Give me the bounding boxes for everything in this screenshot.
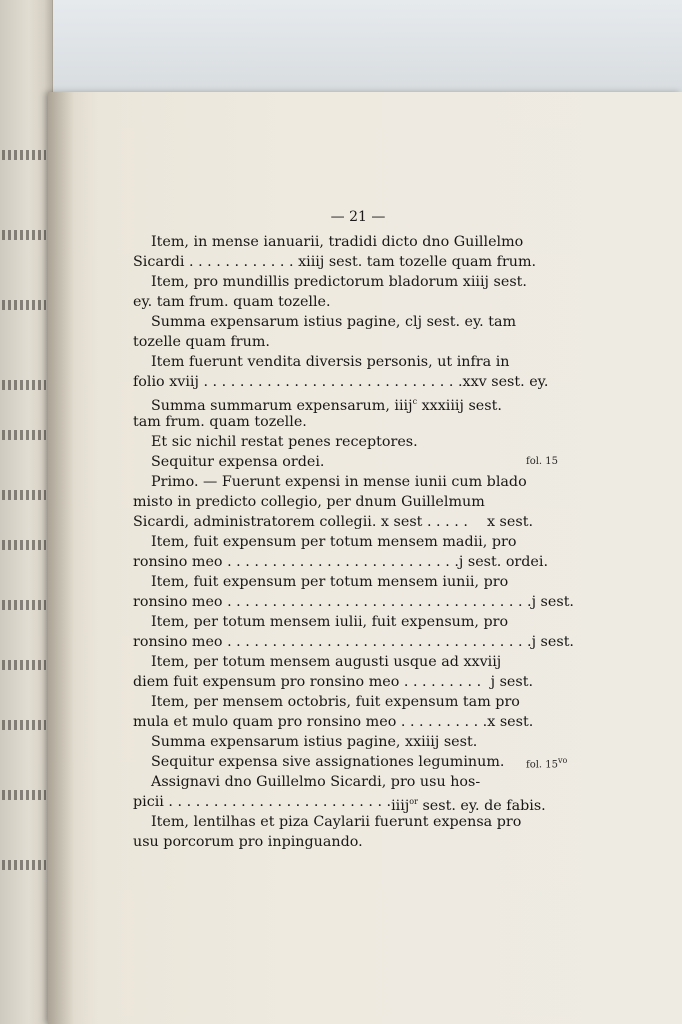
previous-page-text [2, 150, 46, 160]
line-text: diem fuit expensum pro ronsino meo . . . . . . . . . [133, 674, 482, 690]
line-text: Item, in mense ianuarii, tradidi dicto dno Guillelmo [151, 234, 524, 250]
line-amount: j sest. [531, 634, 574, 650]
line-text: Item, per totum mensem iulii, fuit expensum, pro [151, 614, 509, 630]
previous-page-text [2, 490, 46, 500]
previous-page-text [2, 600, 46, 610]
line-text: Summa expensarum istius pagine, clj sest. ey. tam [151, 314, 517, 330]
line-text: tozelle quam frum. [133, 334, 270, 350]
text-line [133, 552, 548, 572]
line-text: Summa expensarum istius pagine, xxiiij sest. [151, 734, 478, 750]
text-line [133, 392, 533, 412]
text-line [133, 272, 533, 292]
line-text: Sequitur expensa sive assignationes leguminum. [151, 754, 505, 770]
text-line [133, 312, 533, 332]
text-line [133, 712, 533, 732]
line-amount: xxv sest. ey. [462, 374, 549, 390]
previous-page-text [2, 860, 46, 870]
previous-page-text [2, 230, 46, 240]
line-text: Item, fuit expensum per totum mensem madii, pro [151, 534, 517, 550]
text-line [133, 452, 533, 472]
line-text: ronsino meo . . . . . . . . . . . . . . . . . . . . . . . . . . . . . . . . . . [133, 594, 532, 610]
line-text: Sicardi, administratorem collegii. x sest . . . . . [133, 514, 468, 530]
line-text: usu porcorum pro inpinguando. [133, 834, 363, 850]
previous-page-text [2, 540, 46, 550]
text-line [133, 412, 533, 432]
line-text: tam frum. quam tozelle. [133, 414, 307, 430]
line-text: ey. tam frum. quam tozelle. [133, 294, 331, 310]
line-text: Summa summarum expensarum, iiij$^c$ xxxiiij sest. [151, 397, 502, 414]
line-text: mula et mulo quam pro ronsino meo . . . . . . . . . . [133, 714, 488, 730]
previous-page-text [2, 430, 46, 440]
line-amount: j sest. ordei. [458, 554, 548, 570]
margin-note: fol. $15^{vo}$ [526, 756, 568, 771]
text-line [133, 232, 533, 252]
text-line [133, 292, 533, 312]
line-amount: j sest. [490, 674, 533, 690]
text-line [133, 372, 549, 392]
line-amount: x sest. [487, 714, 534, 730]
line-text: Item, per totum mensem augusti usque ad xxviij [151, 654, 502, 670]
line-amount: j sest. [531, 594, 574, 610]
previous-page-text [2, 300, 46, 310]
text-line [133, 772, 533, 792]
line-text: Item, per mensem octobris, fuit expensum tam pro [151, 694, 520, 710]
text-line [133, 472, 533, 492]
line-text: Item, fuit expensum per totum mensem iunii, pro [151, 574, 509, 590]
text-line [133, 832, 533, 852]
line-text: Sicardi . . . . . . . . . . . . xiiij sest. tam tozelle quam frum. [133, 254, 537, 270]
previous-page-text [2, 660, 46, 670]
line-text: Assignavi dno Guillelmo Sicardi, pro usu hos- [151, 774, 481, 790]
line-text: ronsino meo . . . . . . . . . . . . . . . . . . . . . . . . . . [133, 554, 459, 570]
text-line [133, 492, 533, 512]
line-amount: x sest. [486, 514, 533, 530]
text-line [133, 632, 574, 652]
line-text: Sequitur expensa ordei. [151, 454, 325, 470]
text-line [133, 592, 574, 612]
page-number: — 21 — [330, 209, 386, 225]
gutter-shadow [48, 92, 74, 1024]
text-line [133, 732, 533, 752]
line-text: Item, pro mundillis predictorum bladorum xiiij sest. [151, 274, 527, 290]
previous-page-text [2, 790, 46, 800]
text-line [133, 252, 537, 272]
text-line [133, 332, 533, 352]
line-text: Item fuerunt vendita diversis personis, ut infra in [151, 354, 510, 370]
margin-note: fol. 15 [526, 456, 559, 467]
text-line [133, 672, 533, 692]
line-amount: iiij$^{or}$ sest. ey. de fabis. [391, 797, 546, 814]
previous-page-text [2, 380, 46, 390]
text-line [133, 792, 546, 814]
line-text: picii . . . . . . . . . . . . . . . . . . . . . . . . . [133, 794, 392, 810]
text-line [133, 572, 533, 592]
text-line [133, 512, 533, 532]
text-line [133, 692, 533, 712]
previous-page-edge [0, 0, 53, 1024]
text-line [133, 752, 533, 772]
line-text: Item, lentilhas et piza Caylarii fuerunt expensa pro [151, 814, 522, 830]
text-line [133, 612, 533, 632]
text-line [133, 532, 533, 552]
text-line [133, 652, 533, 672]
book-page [48, 92, 682, 1024]
line-text: folio xviij . . . . . . . . . . . . . . . . . . . . . . . . . . . . . [133, 374, 463, 390]
line-text: Et sic nichil restat penes receptores. [151, 434, 418, 450]
text-line [133, 352, 533, 372]
previous-page-text [2, 720, 46, 730]
text-line [133, 812, 533, 832]
text-line [133, 432, 533, 452]
line-text: Primo. — Fuerunt expensi in mense iunii cum blado [151, 474, 527, 490]
line-text: misto in predicto collegio, per dnum Guillelmum [133, 494, 485, 510]
line-text: ronsino meo . . . . . . . . . . . . . . . . . . . . . . . . . . . . . . . . . . [133, 634, 532, 650]
